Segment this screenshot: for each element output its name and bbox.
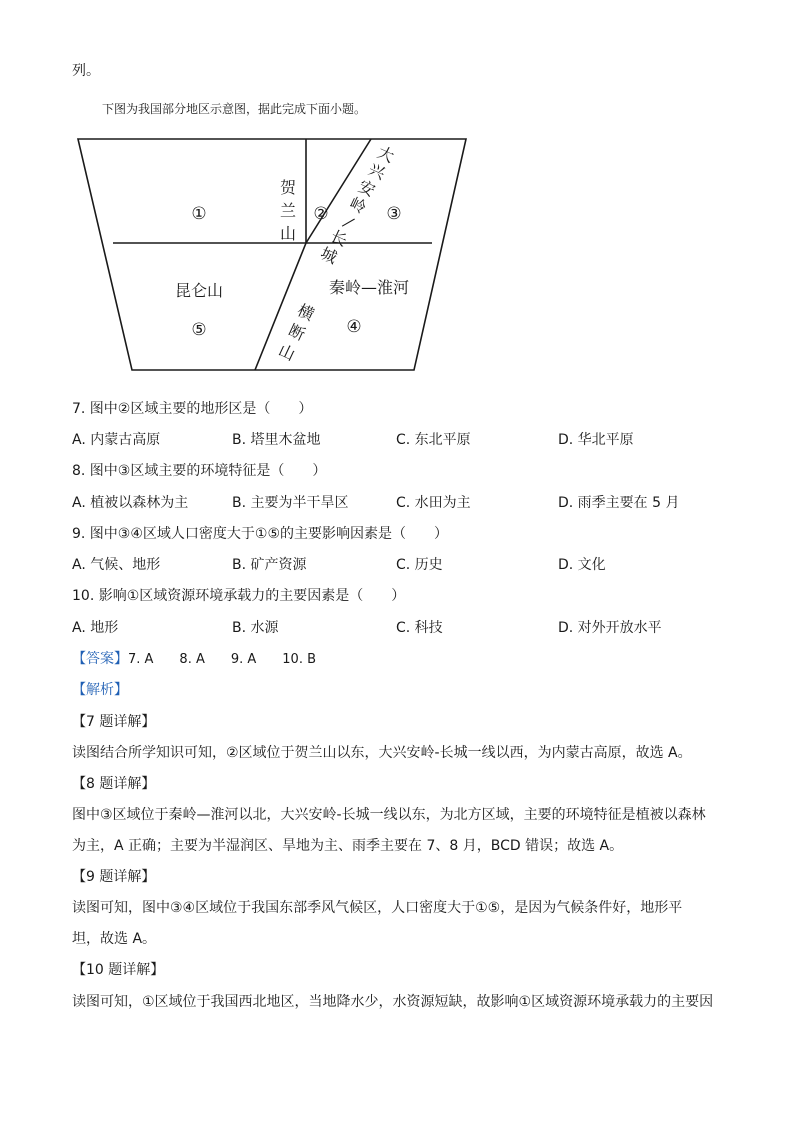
answer-line: [72, 650, 316, 669]
detail-9-title: 【9 题详解】: [72, 869, 156, 885]
q7-option-b: B. 塔里木盆地: [232, 432, 321, 448]
detail-9-line-1: 读图可知，图中③④区域位于我国东部季风气候区，人口密度大于①⑤，是因为气候条件好，地形平: [72, 900, 683, 916]
q7-option-a: A. 内蒙古高原: [72, 432, 161, 448]
detail-9-line-2: 坦，故选 A。: [72, 931, 157, 947]
answer-label: 【答案】: [72, 651, 128, 667]
answer-text: 7. A 8. A 9. A 10. B: [128, 652, 317, 667]
label-helan: [280, 178, 297, 243]
q9-option-a: A. 气候、地形: [72, 557, 161, 573]
svg-text:横: 横: [294, 300, 318, 325]
question-10-stem: 10. 影响①区域资源环境承载力的主要因素是（ ）: [72, 588, 406, 604]
detail-8-line-2: 为主，A 正确；主要为半湿润区、旱地为主、雨季主要在 7、8 月，BCD 错误；故选 A。: [72, 838, 624, 854]
label-kunlun: 昆仑山: [174, 281, 224, 300]
q7-option-d: D. 华北平原: [558, 432, 634, 448]
q9-option-d: D. 文化: [558, 557, 606, 573]
label-hengduan: [276, 300, 318, 364]
detail-10-title: 【10 题详解】: [72, 962, 165, 978]
map-region-4: ④: [346, 317, 362, 337]
map-outline: [78, 139, 466, 370]
svg-text:断: 断: [285, 320, 309, 345]
svg-text:山: 山: [275, 340, 299, 365]
continuation-text: 列。: [72, 63, 100, 79]
svg-text:长: 长: [327, 226, 351, 251]
map-region-3: ③: [386, 204, 402, 224]
question-8-stem: 8. 图中③区域主要的环境特征是（ ）: [72, 463, 327, 479]
detail-8-title: 【8 题详解】: [72, 776, 156, 792]
q8-option-d: D. 雨季主要在 5 月: [558, 495, 680, 511]
svg-text:安: 安: [355, 176, 379, 201]
map-region-2: ②: [313, 204, 329, 224]
svg-text:兴: 兴: [365, 159, 389, 184]
svg-text:兰: 兰: [279, 201, 297, 220]
question-7-stem: 7. 图中②区域主要的地形区是（ ）: [72, 401, 313, 417]
question-9-stem: 9. 图中③④区域人口密度大于①⑤的主要影响因素是（ ）: [72, 526, 449, 542]
q10-option-b: B. 水源: [232, 620, 279, 636]
region-map: [74, 133, 470, 377]
q8-option-c: C. 水田为主: [396, 495, 471, 511]
detail-8-line-1: 图中③区域位于秦岭—淮河以北，大兴安岭-长城一线以东，为北方区域，主要的环境特征是植被以森林: [72, 807, 706, 823]
q8-option-b: B. 主要为半干旱区: [232, 495, 349, 511]
q7-option-c: C. 东北平原: [396, 432, 471, 448]
svg-text:山: 山: [279, 224, 297, 243]
analysis-label: 【解析】: [72, 682, 128, 698]
map-region-5: ⑤: [191, 320, 207, 340]
q8-option-a: A. 植被以森林为主: [72, 495, 189, 511]
label-qinling: 秦岭—淮河: [328, 278, 410, 297]
q9-option-c: C. 历史: [396, 557, 443, 573]
q10-option-a: A. 地形: [72, 620, 119, 636]
q10-option-c: C. 科技: [396, 620, 443, 636]
q9-option-b: B. 矿产资源: [232, 557, 307, 573]
detail-7-title: 【7 题详解】: [72, 714, 156, 730]
svg-text:岭: 岭: [346, 193, 370, 218]
svg-text:—: —: [336, 209, 360, 234]
detail-7-line-1: 读图结合所学知识可知，②区域位于贺兰山以东，大兴安岭-长城一线以西，为内蒙古高原，故选 A。: [72, 745, 692, 761]
q10-option-d: D. 对外开放水平: [558, 620, 662, 636]
svg-text:大: 大: [374, 142, 398, 167]
svg-text:贺: 贺: [279, 178, 297, 197]
detail-10-line-1: 读图可知，①区域位于我国西北地区，当地降水少，水资源短缺，故影响①区域资源环境承载力的主要因: [72, 994, 714, 1010]
map-region-1: ①: [191, 204, 207, 224]
intro-text: 下图为我国部分地区示意图，据此完成下面小题。: [102, 102, 367, 116]
svg-text:城: 城: [317, 243, 341, 268]
